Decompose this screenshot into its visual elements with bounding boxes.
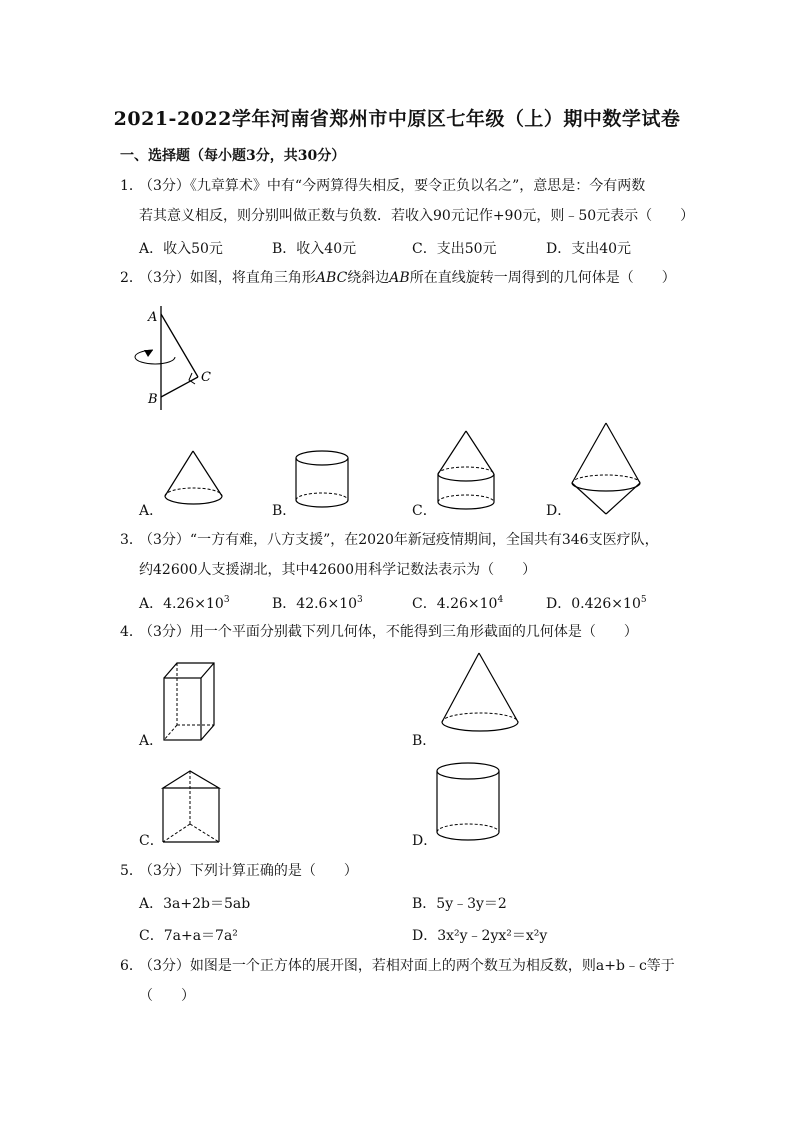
option-d[interactable]: D．3x²y﹣2yx²＝x²y — [412, 928, 548, 944]
exponent: 3 — [223, 595, 230, 605]
question-text: 约42600人支援湖北，其中42600用科学记数法表示为（ ） — [139, 562, 537, 578]
question-text: （3分）下列计算正确的是（ ） — [139, 863, 358, 879]
option-a[interactable]: A． — [139, 733, 164, 749]
option-b[interactable]: B．收入40元 — [272, 241, 357, 257]
question-number: 1． — [120, 178, 143, 194]
text-segment: 绕斜边 — [347, 270, 390, 286]
option-b[interactable]: B． — [412, 733, 437, 749]
page-title: 2021-2022学年河南省郑州市中原区七年级（上）期中数学试卷 — [113, 108, 681, 130]
label-a: A — [148, 310, 158, 325]
option-c[interactable]: C．支出50元 — [412, 241, 497, 257]
option-d[interactable]: D． — [546, 503, 572, 519]
option-a[interactable] — [139, 593, 230, 613]
question-text: （3分）如图是一个正方体的展开图，若相对面上的两个数互为相反数，则a+b﹣c等于 — [139, 958, 675, 974]
label-c: C — [201, 370, 211, 385]
option-c[interactable]: C． — [139, 833, 164, 849]
exponent: 5 — [640, 595, 647, 605]
double-cone-icon[interactable] — [566, 420, 646, 520]
cylinder-icon[interactable] — [434, 760, 504, 845]
question-text: 若其意义相反，则分别叫做正数与负数．若收入90元记作+90元，则﹣50元表示（ ） — [139, 208, 695, 224]
question-text: （ ） — [139, 988, 195, 1004]
question-number: 6． — [120, 958, 143, 974]
text-segment: （3分）如图，将直角三角形 — [139, 270, 316, 286]
text-segment: 所在直线旋转一周得到的几何体是（ ） — [409, 270, 676, 286]
question-number: 2． — [120, 270, 143, 286]
option-label: B．42.6×10 — [272, 596, 358, 612]
option-d[interactable] — [546, 593, 647, 613]
question-number: 4． — [120, 624, 143, 640]
exponent: 4 — [497, 595, 504, 605]
cone-on-cylinder-icon[interactable] — [434, 428, 500, 518]
option-label: A．4.26×10 — [139, 596, 224, 612]
triangular-prism-icon[interactable] — [160, 768, 225, 846]
option-c[interactable] — [412, 593, 503, 613]
variable: ABC — [315, 270, 348, 286]
option-label: D．0.426×10 — [546, 596, 641, 612]
option-d[interactable]: D．支出40元 — [546, 241, 632, 257]
question-text: （3分）用一个平面分别截下列几何体，不能得到三角形截面的几何体是（ ） — [139, 624, 638, 640]
option-a[interactable]: A．3a+2b＝5ab — [139, 896, 251, 912]
cone-icon[interactable] — [160, 448, 230, 513]
option-c[interactable]: C．7a+a＝7a² — [139, 928, 238, 944]
label-b: B — [148, 392, 158, 407]
option-c[interactable]: C． — [412, 503, 437, 519]
section-heading: 一、选择题（每小题3分，共30分） — [120, 148, 346, 164]
option-b[interactable]: B．5y﹣3y＝2 — [412, 896, 507, 912]
triangle-rotation-figure — [130, 300, 220, 415]
question-number: 3． — [120, 532, 143, 548]
question-text: （3分）“一方有难，八方支援”，在2020年新冠疫情期间，全国共有346支医疗队， — [139, 532, 659, 548]
option-b[interactable] — [272, 593, 363, 613]
variable: AB — [389, 270, 410, 286]
question-number: 5． — [120, 863, 143, 879]
option-a[interactable]: A．收入50元 — [139, 241, 223, 257]
question-text: （3分）《九章算术》中有“今两算得失相反，要令正负以名之”，意思是：今有两数 — [139, 178, 646, 194]
cone-icon[interactable] — [438, 650, 523, 740]
option-d[interactable]: D． — [412, 833, 438, 849]
rectangular-prism-icon[interactable] — [160, 660, 220, 745]
question-text — [139, 268, 676, 288]
option-b[interactable]: B． — [272, 503, 297, 519]
option-a[interactable]: A． — [139, 503, 164, 519]
exponent: 3 — [357, 595, 363, 605]
option-label: C．4.26×10 — [412, 596, 498, 612]
cylinder-icon[interactable] — [294, 448, 354, 513]
